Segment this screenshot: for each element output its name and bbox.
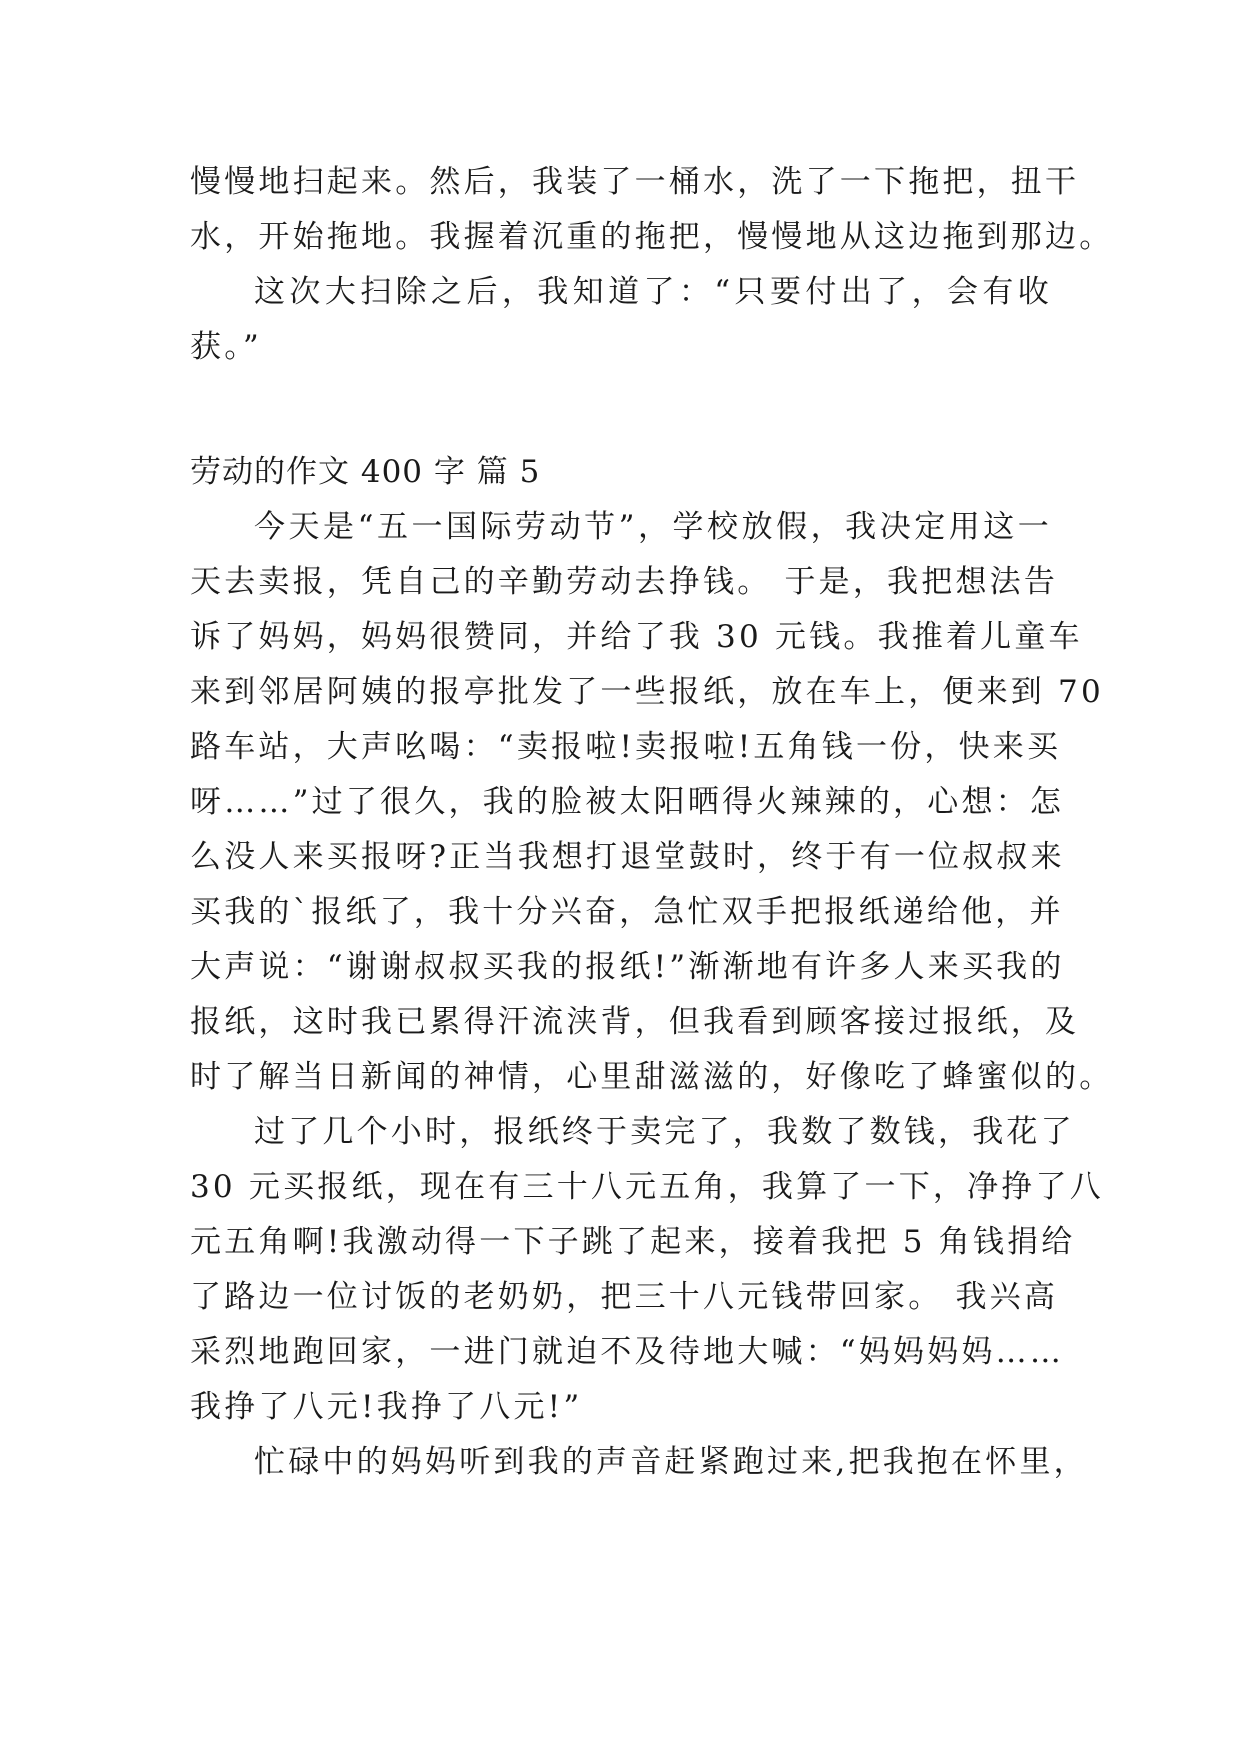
section-gap bbox=[190, 375, 1052, 445]
paragraph-line: 采烈地跑回家，一进门就迫不及待地大喊：“妈妈妈妈…… bbox=[190, 1334, 1065, 1370]
paragraph-line: 慢慢地扫起来。然后，我装了一桶水，洗了一下拖把，扭干 bbox=[190, 164, 1080, 200]
paragraph-line: 获。” bbox=[190, 329, 262, 365]
paragraph-line: 诉了妈妈，妈妈很赞同，并给了我 30 元钱。我推着儿童车 bbox=[190, 619, 1083, 655]
paragraph-line: 大声说：“谢谢叔叔买我的报纸!”渐渐地有许多人来买我的 bbox=[190, 949, 1065, 985]
paragraph-line: 路车站，大声吆喝：“卖报啦!卖报啦!五角钱一份，快来买 bbox=[190, 729, 1062, 765]
paragraph-line: 过了几个小时，报纸终于卖完了，我数了数钱，我花了 bbox=[254, 1114, 1075, 1150]
paragraph-line: 水，开始拖地。我握着沉重的拖把，慢慢地从这边拖到那边。 bbox=[190, 219, 1114, 255]
paragraph-line: 30 元买报纸，现在有三十八元五角，我算了一下，净挣了八 bbox=[190, 1169, 1104, 1205]
paragraph-line: 了路边一位讨饭的老奶奶，把三十八元钱带回家。 我兴高 bbox=[190, 1279, 1059, 1315]
paragraph-line: 元五角啊!我激动得一下子跳了起来，接着我把 5 角钱捐给 bbox=[190, 1224, 1076, 1260]
paragraph-line: 今天是“五一国际劳动节”，学校放假，我决定用这一 bbox=[254, 509, 1052, 545]
text-column bbox=[190, 155, 1114, 1490]
paragraph-line: 么没人来买报呀?正当我想打退堂鼓时，终于有一位叔叔来 bbox=[190, 839, 1065, 875]
section-heading: 劳动的作文 400 字 篇 5 bbox=[190, 454, 541, 490]
paragraph-line: 这次大扫除之后，我知道了：“只要付出了，会有收 bbox=[254, 274, 1052, 310]
paragraph-line: 买我的`报纸了，我十分兴奋，急忙双手把报纸递给他，并 bbox=[190, 894, 1064, 930]
paragraph-line: 忙碌中的妈妈听到我的声音赶紧跑过来,把我抱在怀里， bbox=[254, 1444, 1088, 1480]
paragraph-line: 天去卖报，凭自己的辛勤劳动去挣钱。 于是，我把想法告 bbox=[190, 564, 1059, 600]
paragraph-line: 我挣了八元!我挣了八元!” bbox=[190, 1389, 583, 1425]
paragraph-line: 报纸，这时我已累得汗流浃背，但我看到顾客接过报纸，及 bbox=[190, 1004, 1080, 1040]
paragraph-line: 呀……”过了很久，我的脸被太阳晒得火辣辣的，心想：怎 bbox=[190, 784, 1065, 820]
paragraph-line: 时了解当日新闻的神情，心里甜滋滋的，好像吃了蜂蜜似的。 bbox=[190, 1059, 1114, 1095]
paragraph-line: 来到邻居阿姨的报亭批发了一些报纸，放在车上，便来到 70 bbox=[190, 674, 1104, 710]
